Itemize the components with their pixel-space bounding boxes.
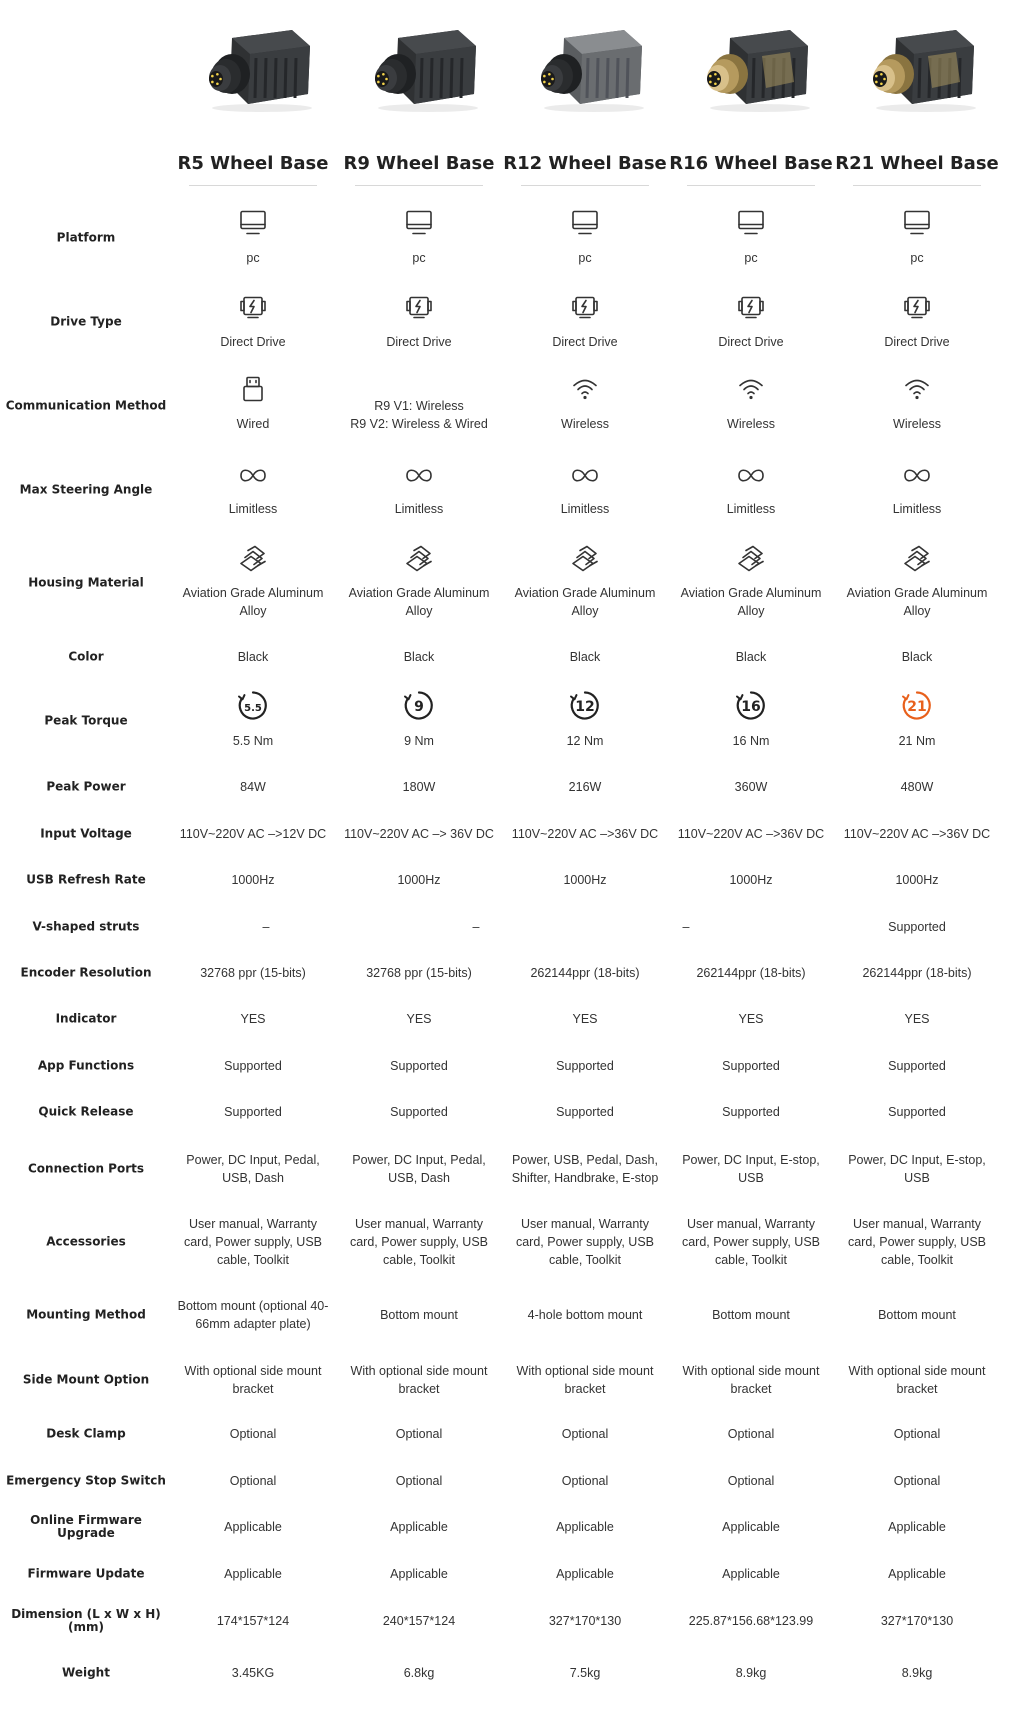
- cell-weight: 8.9kg: [735, 1666, 767, 1680]
- monitor-icon: [668, 208, 834, 243]
- cell-voltage: 110V~220V AC –>36V DC: [511, 827, 659, 841]
- cell-mounting: Bottom mount (optional 40-66mm adapter plate): [177, 1299, 329, 1331]
- cell-fw: Applicable: [390, 1567, 448, 1581]
- cell-usb: 1000Hz: [231, 873, 275, 887]
- cell-indicator: YES: [738, 1012, 764, 1026]
- torque-badge-icon: [336, 689, 502, 728]
- cell-mounting: Bottom mount: [712, 1308, 790, 1322]
- direct-drive-icon: [336, 292, 502, 327]
- wheel-base-image: [192, 16, 314, 116]
- product-name[interactable]: R16 Wheel Base: [669, 153, 833, 174]
- cell-struts: Supported: [888, 920, 946, 934]
- cell-power: 84W: [240, 780, 266, 794]
- cell-online-fw: Applicable: [224, 1520, 282, 1534]
- cell-accessories: User manual, Warranty card, Power supply, USB cable, Toolkit: [183, 1217, 323, 1267]
- cell-dimension: 327*170*130: [548, 1614, 622, 1628]
- cell-power: 216W: [568, 780, 602, 794]
- cell-desk: Optional: [561, 1427, 609, 1441]
- cell-accessories: User manual, Warranty card, Power supply, USB cable, Toolkit: [681, 1217, 821, 1267]
- cell-ports: Power, DC Input, Pedal, USB, Dash: [352, 1153, 486, 1185]
- cell-color: Black: [237, 650, 269, 664]
- wheel-base-image: [524, 16, 646, 116]
- row-label-app: App Functions: [37, 1058, 135, 1073]
- monitor-icon: [336, 208, 502, 243]
- torque-badge-icon: [502, 689, 668, 728]
- cell-accessories: User manual, Warranty card, Power supply, USB cable, Toolkit: [515, 1217, 655, 1267]
- cell-voltage: 110V~220V AC –>36V DC: [677, 827, 825, 841]
- row-label-weight: Weight: [62, 1665, 110, 1680]
- row-label-ports: Connection Ports: [27, 1161, 145, 1176]
- cell-estop: Optional: [893, 1474, 941, 1488]
- cell-platform: pc: [578, 251, 592, 265]
- usb-plug-icon: [170, 375, 336, 410]
- cell-steer: Limitless: [726, 502, 776, 516]
- row-label-torque: Peak Torque: [44, 713, 128, 728]
- aluminum-ingot-icon: [170, 544, 336, 579]
- cell-steer: Limitless: [228, 502, 278, 516]
- cell-power: 480W: [900, 780, 934, 794]
- row-label-quick: Quick Release: [38, 1104, 134, 1119]
- row-label-struts: V-shaped struts: [32, 919, 140, 934]
- cell-voltage: 110V~220V AC –>12V DC: [179, 827, 327, 841]
- cell-comm: Wireless: [893, 417, 941, 431]
- direct-drive-icon: [170, 292, 336, 327]
- cell-housing: Aviation Grade Aluminum Alloy: [846, 586, 988, 618]
- cell-online-fw: Applicable: [390, 1520, 448, 1534]
- cell-encoder: 262144ppr (18-bits): [862, 966, 972, 980]
- cell-struts: –: [472, 920, 480, 934]
- cell-drive: Direct Drive: [220, 335, 286, 349]
- direct-drive-icon: [834, 292, 1000, 327]
- row-label-drive: Drive Type: [50, 314, 122, 329]
- cell-drive: Direct Drive: [386, 335, 452, 349]
- row-label-fw: Firmware Update: [27, 1566, 145, 1581]
- cell-color: Black: [569, 650, 601, 664]
- row-label-desk: Desk Clamp: [46, 1426, 126, 1441]
- cell-side: With optional side mount bracket: [682, 1364, 820, 1396]
- cell-power: 360W: [734, 780, 768, 794]
- cell-weight: 3.45KG: [231, 1666, 275, 1680]
- cell-steer: Limitless: [560, 502, 610, 516]
- cell-drive: Direct Drive: [884, 335, 950, 349]
- cell-struts: –: [262, 920, 270, 934]
- cell-steer: Limitless: [892, 502, 942, 516]
- cell-side: With optional side mount bracket: [184, 1364, 322, 1396]
- row-label-accessories: Accessories: [46, 1234, 126, 1249]
- row-label-online-fw: Online Firmware Upgrade: [30, 1513, 142, 1540]
- aluminum-ingot-icon: [336, 544, 502, 579]
- row-label-usb: USB Refresh Rate: [26, 872, 146, 887]
- cell-dimension: 240*157*124: [382, 1614, 456, 1628]
- infinity-icon: [834, 461, 1000, 496]
- product-name[interactable]: R9 Wheel Base: [343, 153, 495, 174]
- cell-accessories: User manual, Warranty card, Power supply, USB cable, Toolkit: [847, 1217, 987, 1267]
- cell-usb: 1000Hz: [397, 873, 441, 887]
- row-label-estop: Emergency Stop Switch: [6, 1473, 166, 1488]
- row-label-mounting: Mounting Method: [26, 1307, 146, 1322]
- wifi-icon: [502, 375, 668, 410]
- cell-side: With optional side mount bracket: [516, 1364, 654, 1396]
- row-label-encoder: Encoder Resolution: [20, 965, 152, 980]
- cell-torque: 12 Nm: [566, 734, 604, 748]
- cell-encoder: 32768 ppr (15-bits): [366, 966, 472, 980]
- wifi-icon: [668, 375, 834, 410]
- cell-indicator: YES: [904, 1012, 930, 1026]
- direct-drive-icon: [502, 292, 668, 327]
- cell-estop: Optional: [229, 1474, 277, 1488]
- cell-indicator: YES: [240, 1012, 266, 1026]
- torque-badge-value: 16: [741, 699, 761, 715]
- torque-badge-icon: [668, 689, 834, 728]
- cell-comm: R9 V1: Wireless R9 V2: Wireless & Wired: [350, 399, 488, 431]
- row-label-dimension: Dimension (L x W x H) (mm): [11, 1607, 161, 1634]
- cell-encoder: 32768 ppr (15-bits): [200, 966, 306, 980]
- row-label-voltage: Input Voltage: [40, 826, 132, 841]
- product-name-underline: [189, 185, 317, 186]
- cell-torque: 21 Nm: [898, 734, 936, 748]
- cell-encoder: 262144ppr (18-bits): [696, 966, 806, 980]
- cell-housing: Aviation Grade Aluminum Alloy: [514, 586, 656, 618]
- cell-fw: Applicable: [722, 1567, 780, 1581]
- cell-ports: Power, USB, Pedal, Dash, Shifter, Handbrake, E-stop: [511, 1153, 659, 1185]
- cell-housing: Aviation Grade Aluminum Alloy: [182, 586, 324, 618]
- cell-color: Black: [735, 650, 767, 664]
- cell-quick: Supported: [556, 1105, 614, 1119]
- product-name[interactable]: R5 Wheel Base: [177, 153, 329, 174]
- infinity-icon: [170, 461, 336, 496]
- monitor-icon: [502, 208, 668, 243]
- cell-accessories: User manual, Warranty card, Power supply, USB cable, Toolkit: [349, 1217, 489, 1267]
- cell-indicator: YES: [406, 1012, 432, 1026]
- monitor-icon: [834, 208, 1000, 243]
- cell-color: Black: [901, 650, 933, 664]
- cell-mounting: Bottom mount: [878, 1308, 956, 1322]
- cell-dimension: 327*170*130: [880, 1614, 954, 1628]
- wheel-base-image: [856, 16, 978, 116]
- cell-drive: Direct Drive: [552, 335, 618, 349]
- product-name-underline: [521, 185, 649, 186]
- cell-desk: Optional: [229, 1427, 277, 1441]
- cell-color: Black: [403, 650, 435, 664]
- cell-fw: Applicable: [556, 1567, 614, 1581]
- cell-mounting: 4-hole bottom mount: [527, 1308, 643, 1322]
- torque-badge-value: 9: [414, 699, 424, 715]
- cell-indicator: YES: [572, 1012, 598, 1026]
- cell-comm: Wireless: [727, 417, 775, 431]
- cell-desk: Optional: [893, 1427, 941, 1441]
- cell-usb: 1000Hz: [895, 873, 939, 887]
- infinity-icon: [336, 461, 502, 496]
- cell-app: Supported: [722, 1059, 780, 1073]
- wheel-base-image: [690, 16, 812, 116]
- cell-weight: 7.5kg: [569, 1666, 601, 1680]
- cell-side: With optional side mount bracket: [350, 1364, 488, 1396]
- row-label-power: Peak Power: [46, 779, 126, 794]
- wheel-base-image: [358, 16, 480, 116]
- row-label-comm: Communication Method: [5, 398, 167, 413]
- cell-mounting: Bottom mount: [380, 1308, 458, 1322]
- cell-estop: Optional: [561, 1474, 609, 1488]
- cell-torque: 9 Nm: [404, 734, 434, 748]
- cell-fw: Applicable: [224, 1567, 282, 1581]
- cell-weight: 8.9kg: [901, 1666, 933, 1680]
- row-label-side: Side Mount Option: [22, 1372, 150, 1387]
- cell-encoder: 262144ppr (18-bits): [530, 966, 640, 980]
- cell-online-fw: Applicable: [888, 1520, 946, 1534]
- torque-badge-icon: [834, 689, 1000, 728]
- cell-weight: 6.8kg: [403, 1666, 435, 1680]
- cell-quick: Supported: [722, 1105, 780, 1119]
- cell-app: Supported: [556, 1059, 614, 1073]
- cell-ports: Power, DC Input, E-stop, USB: [848, 1153, 986, 1185]
- cell-platform: pc: [910, 251, 924, 265]
- cell-usb: 1000Hz: [563, 873, 607, 887]
- cell-dimension: 225.87*156.68*123.99: [688, 1614, 814, 1628]
- cell-housing: Aviation Grade Aluminum Alloy: [348, 586, 490, 618]
- cell-struts: –: [682, 920, 690, 934]
- cell-usb: 1000Hz: [729, 873, 773, 887]
- cell-online-fw: Applicable: [722, 1520, 780, 1534]
- cell-quick: Supported: [390, 1105, 448, 1119]
- cell-drive: Direct Drive: [718, 335, 784, 349]
- cell-desk: Optional: [727, 1427, 775, 1441]
- product-name[interactable]: R21 Wheel Base: [835, 153, 999, 174]
- cell-torque: 16 Nm: [732, 734, 770, 748]
- cell-fw: Applicable: [888, 1567, 946, 1581]
- torque-badge-icon: [170, 689, 336, 728]
- aluminum-ingot-icon: [502, 544, 668, 579]
- cell-quick: Supported: [224, 1105, 282, 1119]
- cell-app: Supported: [390, 1059, 448, 1073]
- infinity-icon: [668, 461, 834, 496]
- cell-platform: pc: [412, 251, 426, 265]
- cell-quick: Supported: [888, 1105, 946, 1119]
- product-name[interactable]: R12 Wheel Base: [503, 153, 667, 174]
- cell-housing: Aviation Grade Aluminum Alloy: [680, 586, 822, 618]
- row-label-platform: Platform: [56, 230, 116, 245]
- cell-app: Supported: [888, 1059, 946, 1073]
- cell-ports: Power, DC Input, E-stop, USB: [682, 1153, 820, 1185]
- cell-platform: pc: [744, 251, 758, 265]
- torque-badge-value: 5.5: [244, 703, 262, 714]
- wifi-icon: [834, 375, 1000, 410]
- cell-comm: Wired: [236, 417, 270, 431]
- cell-app: Supported: [224, 1059, 282, 1073]
- row-label-indicator: Indicator: [55, 1011, 117, 1026]
- direct-drive-icon: [668, 292, 834, 327]
- cell-desk: Optional: [395, 1427, 443, 1441]
- cell-voltage: 110V~220V AC –>36V DC: [843, 827, 991, 841]
- cell-torque: 5.5 Nm: [232, 734, 274, 748]
- cell-voltage: 110V~220V AC –> 36V DC: [344, 827, 494, 841]
- product-name-underline: [355, 185, 483, 186]
- cell-dimension: 174*157*124: [216, 1614, 290, 1628]
- product-name-underline: [853, 185, 981, 186]
- cell-platform: pc: [246, 251, 260, 265]
- cell-online-fw: Applicable: [556, 1520, 614, 1534]
- product-name-underline: [687, 185, 815, 186]
- aluminum-ingot-icon: [668, 544, 834, 579]
- monitor-icon: [170, 208, 336, 243]
- torque-badge-value: 12: [575, 699, 595, 715]
- cell-steer: Limitless: [394, 502, 444, 516]
- infinity-icon: [502, 461, 668, 496]
- cell-comm: Wireless: [561, 417, 609, 431]
- cell-ports: Power, DC Input, Pedal, USB, Dash: [186, 1153, 320, 1185]
- aluminum-ingot-icon: [834, 544, 1000, 579]
- cell-estop: Optional: [395, 1474, 443, 1488]
- torque-badge-value: 21: [907, 699, 927, 715]
- cell-estop: Optional: [727, 1474, 775, 1488]
- row-label-housing: Housing Material: [28, 575, 144, 590]
- cell-side: With optional side mount bracket: [848, 1364, 986, 1396]
- row-label-color: Color: [68, 649, 104, 664]
- row-label-steer: Max Steering Angle: [19, 482, 153, 497]
- cell-power: 180W: [402, 780, 436, 794]
